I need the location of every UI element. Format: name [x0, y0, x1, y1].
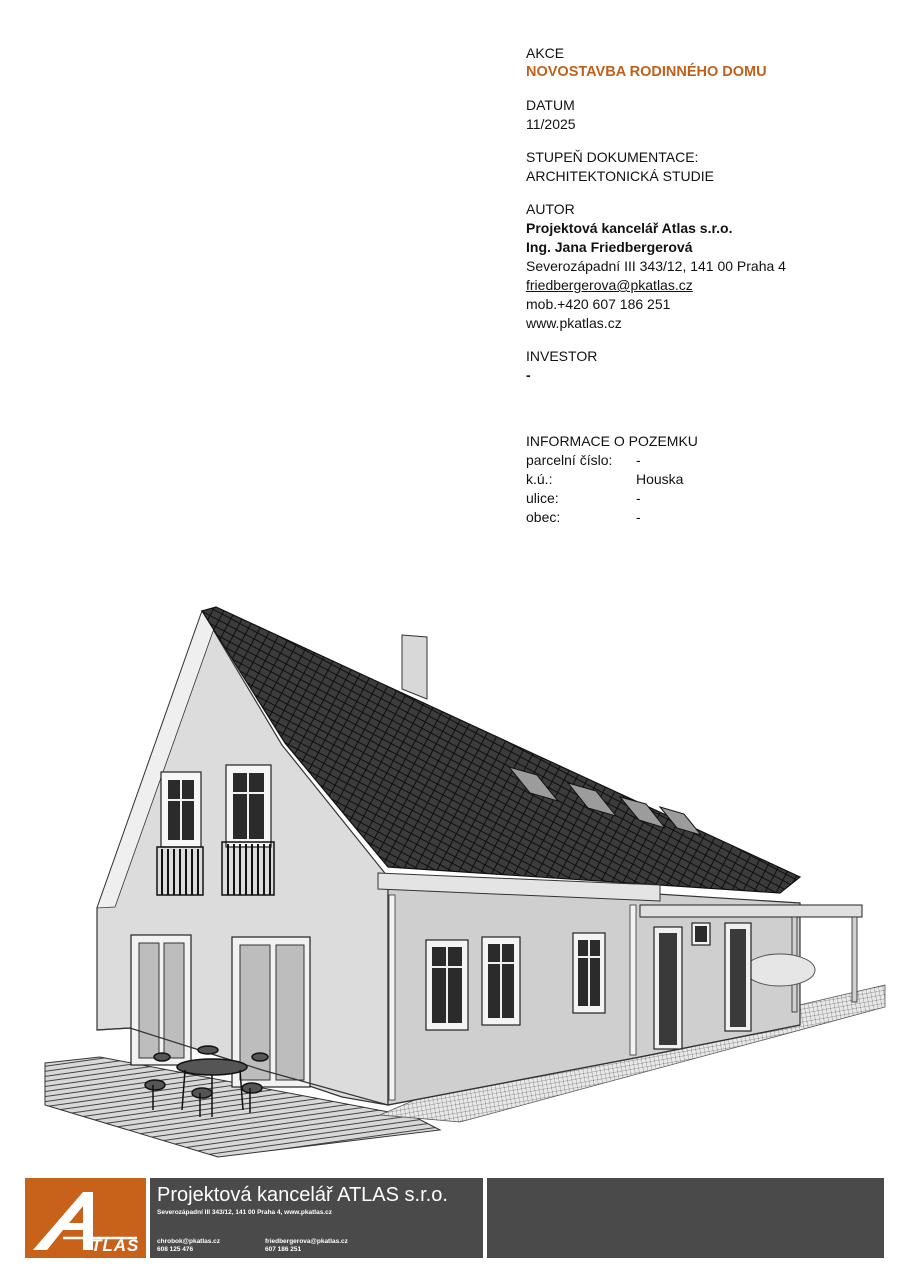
investor-label: INVESTOR — [526, 348, 598, 364]
autor-address: Severozápadní III 343/12, 141 00 Praha 4 — [526, 258, 786, 274]
investor-block — [526, 347, 896, 385]
plot-value: - — [636, 490, 641, 506]
plot-row — [526, 508, 896, 527]
plot-key: obec: — [526, 509, 561, 525]
autor-label: AUTOR — [526, 201, 575, 217]
datum-block — [526, 96, 896, 134]
pozemek-label: INFORMACE O POZEMKU — [526, 433, 698, 449]
stupen-value: ARCHITEKTONICKÁ STUDIE — [526, 168, 714, 184]
datum-label: DATUM — [526, 97, 575, 113]
company-logo — [25, 1178, 146, 1258]
autor-block — [526, 200, 896, 333]
plot-row — [526, 489, 896, 508]
pozemek-block — [526, 432, 896, 527]
plot-row — [526, 451, 896, 470]
investor-value: - — [526, 367, 531, 383]
akce-label: AKCE — [526, 45, 565, 61]
datum-value: 11/2025 — [526, 116, 576, 132]
footer-blank-box — [487, 1178, 884, 1258]
plot-value: - — [636, 452, 641, 468]
footer-contact-1-phone: 608 125 476 — [157, 1245, 194, 1253]
footer — [25, 1178, 884, 1258]
plot-key: ulice: — [526, 490, 559, 506]
footer-contact-1-email: chrobok@pkatlas.cz — [157, 1238, 221, 1245]
footer-contact-1 — [157, 1238, 220, 1253]
footer-contact-2 — [265, 1238, 348, 1253]
logo-text: TLAS — [91, 1236, 140, 1255]
autor-web: www.pkatlas.cz — [526, 315, 622, 331]
plot-value: - — [636, 509, 641, 525]
autor-company: Projektová kancelář Atlas s.r.o. — [526, 220, 733, 236]
company-box — [150, 1178, 483, 1258]
project-name: NOVOSTAVBA RODINNÉHO DOMU — [526, 64, 767, 80]
plot-row — [526, 470, 896, 489]
stupen-label: STUPEŇ DOKUMENTACE: — [526, 149, 699, 165]
stupen-block — [526, 148, 896, 186]
akce-block — [526, 44, 896, 82]
title-block — [526, 44, 896, 541]
plot-value: Houska — [636, 471, 684, 487]
footer-contact-2-email: friedbergerova@pkatlas.cz — [265, 1238, 348, 1245]
autor-email-link[interactable]: friedbergerova@pkatlas.cz — [526, 277, 693, 293]
plot-key: parcelní číslo: — [526, 452, 613, 468]
house-rendering — [40, 605, 890, 1165]
autor-phone: mob.+420 607 186 251 — [526, 296, 671, 312]
plot-key: k.ú.: — [526, 471, 553, 487]
footer-company-name: Projektová kancelář ATLAS s.r.o. — [157, 1184, 448, 1206]
autor-person: Ing. Jana Friedbergerová — [526, 239, 693, 255]
footer-address: Severozápadní III 343/12, 141 00 Praha 4, www.pkatlas.cz — [157, 1209, 332, 1216]
footer-contact-2-phone: 607 186 251 — [265, 1245, 302, 1253]
